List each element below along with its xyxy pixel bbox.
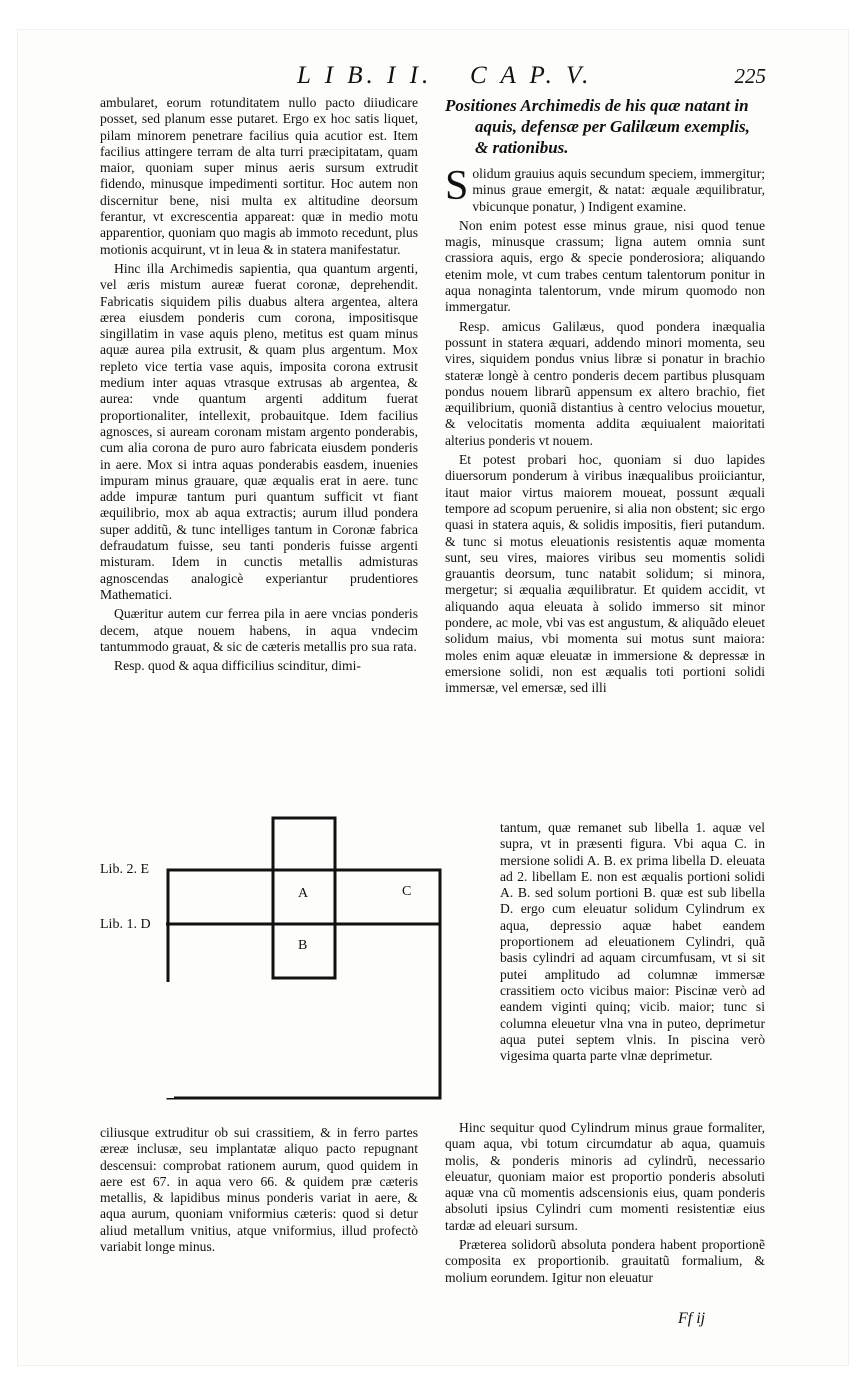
right-column [445,95,765,700]
chapter-number: C A P. V. [470,62,593,89]
paragraph: Quæritur autem cur ferrea pila in aere vncias ponderis decem, atque nouem habens, in aqua vndecim tantummodo grauat, & sic de cæteris metallis pro sua rata. [100,606,418,654]
paragraph: ambularet, eorum rotunditatem nullo pacto diiudicare posset, sed planum esse putaret. Ergo ex hoc satis liquet, pilam minorem penetrare facilius quia acutior est. Item facilius attingere terram de alta turri præcipitatam, quam maior, quoniam super minus aeris sursum extrudit fidendo, minusque impedimenti sortitur. Hoc autem non discernitur bene, nisi multa ex altitudine deorsum ferantur, vt excrescentia appareat: quæ in medio motu apparentior, quoniam quo magis ab immoto recedunt, plus motionis acquirunt, vt in leua & in statera manifestatur. [100,95,418,257]
label-c: C [402,884,412,899]
paragraph: Resp. quod & aqua difficilius scinditur, dimi- [114,658,361,674]
left-column-top [100,95,418,677]
immersion-figure [100,812,445,1102]
label-lib1-d: Lib. 1. D [100,917,151,932]
paragraph: Et potest probari hoc, quoniam si duo lapides diuersorum ponderum à viribus inæqualibus proiiciantur, itaut maior virtus maiorem moueat, possunt æquali tempore ad scopum peruenire, si alia non obstent; sic ergo quasi in statera aquis, & solidis impositis, fieri putandum. & tunc si motus eleuationis resistentis aquæ momenta sunt, seu vires, maiores viribus seu momentis solidi grauantis deorsum, tunc natabit solidum; si minora, mergetur; si æqualia æquilibratur. Et quidem accidit, vt aliquando aqua eleuata à solido immerso sit minor pondere, ac mole, vbi vas est angustum, & aliquãdo eleuet solidum maius, vbi momenta sui motus sunt maiora: moles enim aquæ eleuatæ in immersione & depressæ in emersione solidi, non est æqualis toti portioni solidi immersæ, vel emersæ, sed illi [445,452,765,696]
paragraph: ciliusque extruditur ob sui crassitiem, & in ferro partes æreæ inclusæ, seu implantatæ aliquo pacto repugnant descensui: comprobat rationem aurum, quod quidem in aere est 67. in aqua vero 66. & quidem præ cæteris metallis, & lapidibus minus ponderis variat in aere, & aqua aurum, quoniam vniformius cæteris: quod si detur aliud metallum vnitius, atque vniformius, illud profectò variabit longe minus. [100,1125,418,1255]
label-a: A [298,886,309,901]
label-lib2-e: Lib. 2. E [100,862,149,877]
paragraph: Præterea solidorũ absoluta pondera habent proportionẽ composita ex proportionib. grauitatũ formalium, & molium eorundem. Igitur non eleuatur [445,1237,765,1285]
figure-drawing [100,812,445,1102]
left-column-bottom [100,1125,418,1258]
book-number: L I B. I I. [297,62,433,89]
section-title [445,95,765,158]
signature-mark: Ff ij [678,1310,706,1327]
title-line: aquis, defensæ per Galilæum exemplis, [475,117,750,136]
right-column-bottom [445,1120,765,1289]
vessel-gap [166,982,174,1098]
paragraph: Non enim potest esse minus graue, nisi quod tenue magis, minusque crassum; ligna autem omnia sunt crassiora aquis, ergo & specie ponderosiora; aliquando etenim mole, vt cum trabes centum talentorum ponitur in aqua nonaginta talentorum, vnde mirum quomodo non immergatur. [445,217,765,315]
right-column-beside-figure [500,820,765,1067]
title-line: Positiones Archimedis de his quæ natant in [445,96,749,115]
paragraph: Resp. amicus Galilæus, quod pondera inæqualia possunt in statera æquari, addendo minori momenta, seu vires, siquidem pondus vnius libræ si ponatur in brachio stateræ longè à centro ponderis decem partibus plusquam pondus nouem librarũ appensum ex altero brachio, fiet æquilibrium, quoniã distantius à centro velocius mouetur, & velocitatis momenta addita æquiualent maioritati alterius ponderis vt nouem. [445,318,765,448]
paragraph-text: olidum grauius aquis secundum speciem, immergitur; minus graue emergit, & natat: æquale æquilibratur, vbicunque ponatur, ) Indigent examine. [472,166,765,214]
title-line: & rationibus. [475,138,569,157]
vessel [168,870,440,1098]
page-number: 225 [734,64,766,88]
paragraph: Hinc sequitur quod Cylindrum minus graue formaliter, quam aqua, vbi totum circumdatur ab aqua, quamuis molis, & ponderis minoris ad cylindrũ, necessario eleuatur, quoniam maior est proportio ponderis absoluti aquæ vna cũ momentis adscensionis eius, quam ponderis absoluti ipsius Cylindri cum momenti resistentiæ eius tardæ ad eleuari sursum. [445,1120,765,1233]
drop-capital: S [445,163,469,209]
paragraph: Hinc illa Archimedis sapientia, qua quantum argenti, vel æris mistum aureæ fuerat coronæ, deprehendit. Fabricatis siquidem pilis duabus altera argentea, altera ærea eiusdem ponderis cum corona, impositisque singillatim in vase aquis pleno, metitus est quam minus aquæ aurea pila extrusit, & quam plus argentum. Mox repleto vice tertia vase aquis, imposita corona extrusit medium inter aquas vtrasque extrusas ab argentea, & aurea: vnde quantum argenti additum fuerat proportionaliter, intellexit, probauitque. Idem facilius agnosces, si auream coronam mistam argento ponderabis, cum alia corona de puro auro fabricata eiusdem ponderis in aere. Mox si intra aquas ponderabis easdem, inuenies impuram minus grauare, quæ æqualis erat in aere. tunc adde impuræ tantum puri quantum sufficit vt fiant æquilibrio, mox ab aqua extractis; aurum illud pondera super additũ, & tunc intelliges tantum in Coronæ fabrica defraudatum fuisse, seu tanti ponderis fuisse argenti misturam. Idem in cunctis metallis admisturas agnoscendas analogicè experiantur prudentiores Mathematici. [100,260,418,602]
paragraph [445,163,765,215]
running-header [100,62,772,94]
label-b: B [298,938,308,953]
paragraph: tantum, quæ remanet sub libella 1. aquæ vel supra, vt in præsenti figura. Vbi aqua C. in mersione solidi A. B. ex prima libella D. eleuata ad 2. libellam E. non est æqualis portioni solidi A. B. sed solum portioni B. quæ est sub libella D. ergo cum eleuatur solidum Cylindrum ex aqua, depressio aquæ habet eandem proportionem ad eleuationem Cylindri, quã basis cylindri ad aquam circumfusam, vt si sit putei amplitudo ad columnæ immersæ crassitiem octo vicibus maior: Piscinæ verò ad eandem viginti quinq; vicib. maior; tunc si columna eleuetur vlna vna in puteo, deprimetur aqua putei septem vlnis. In piscina verò vigesima quarta parte vlnæ deprimetur. [500,820,765,1064]
